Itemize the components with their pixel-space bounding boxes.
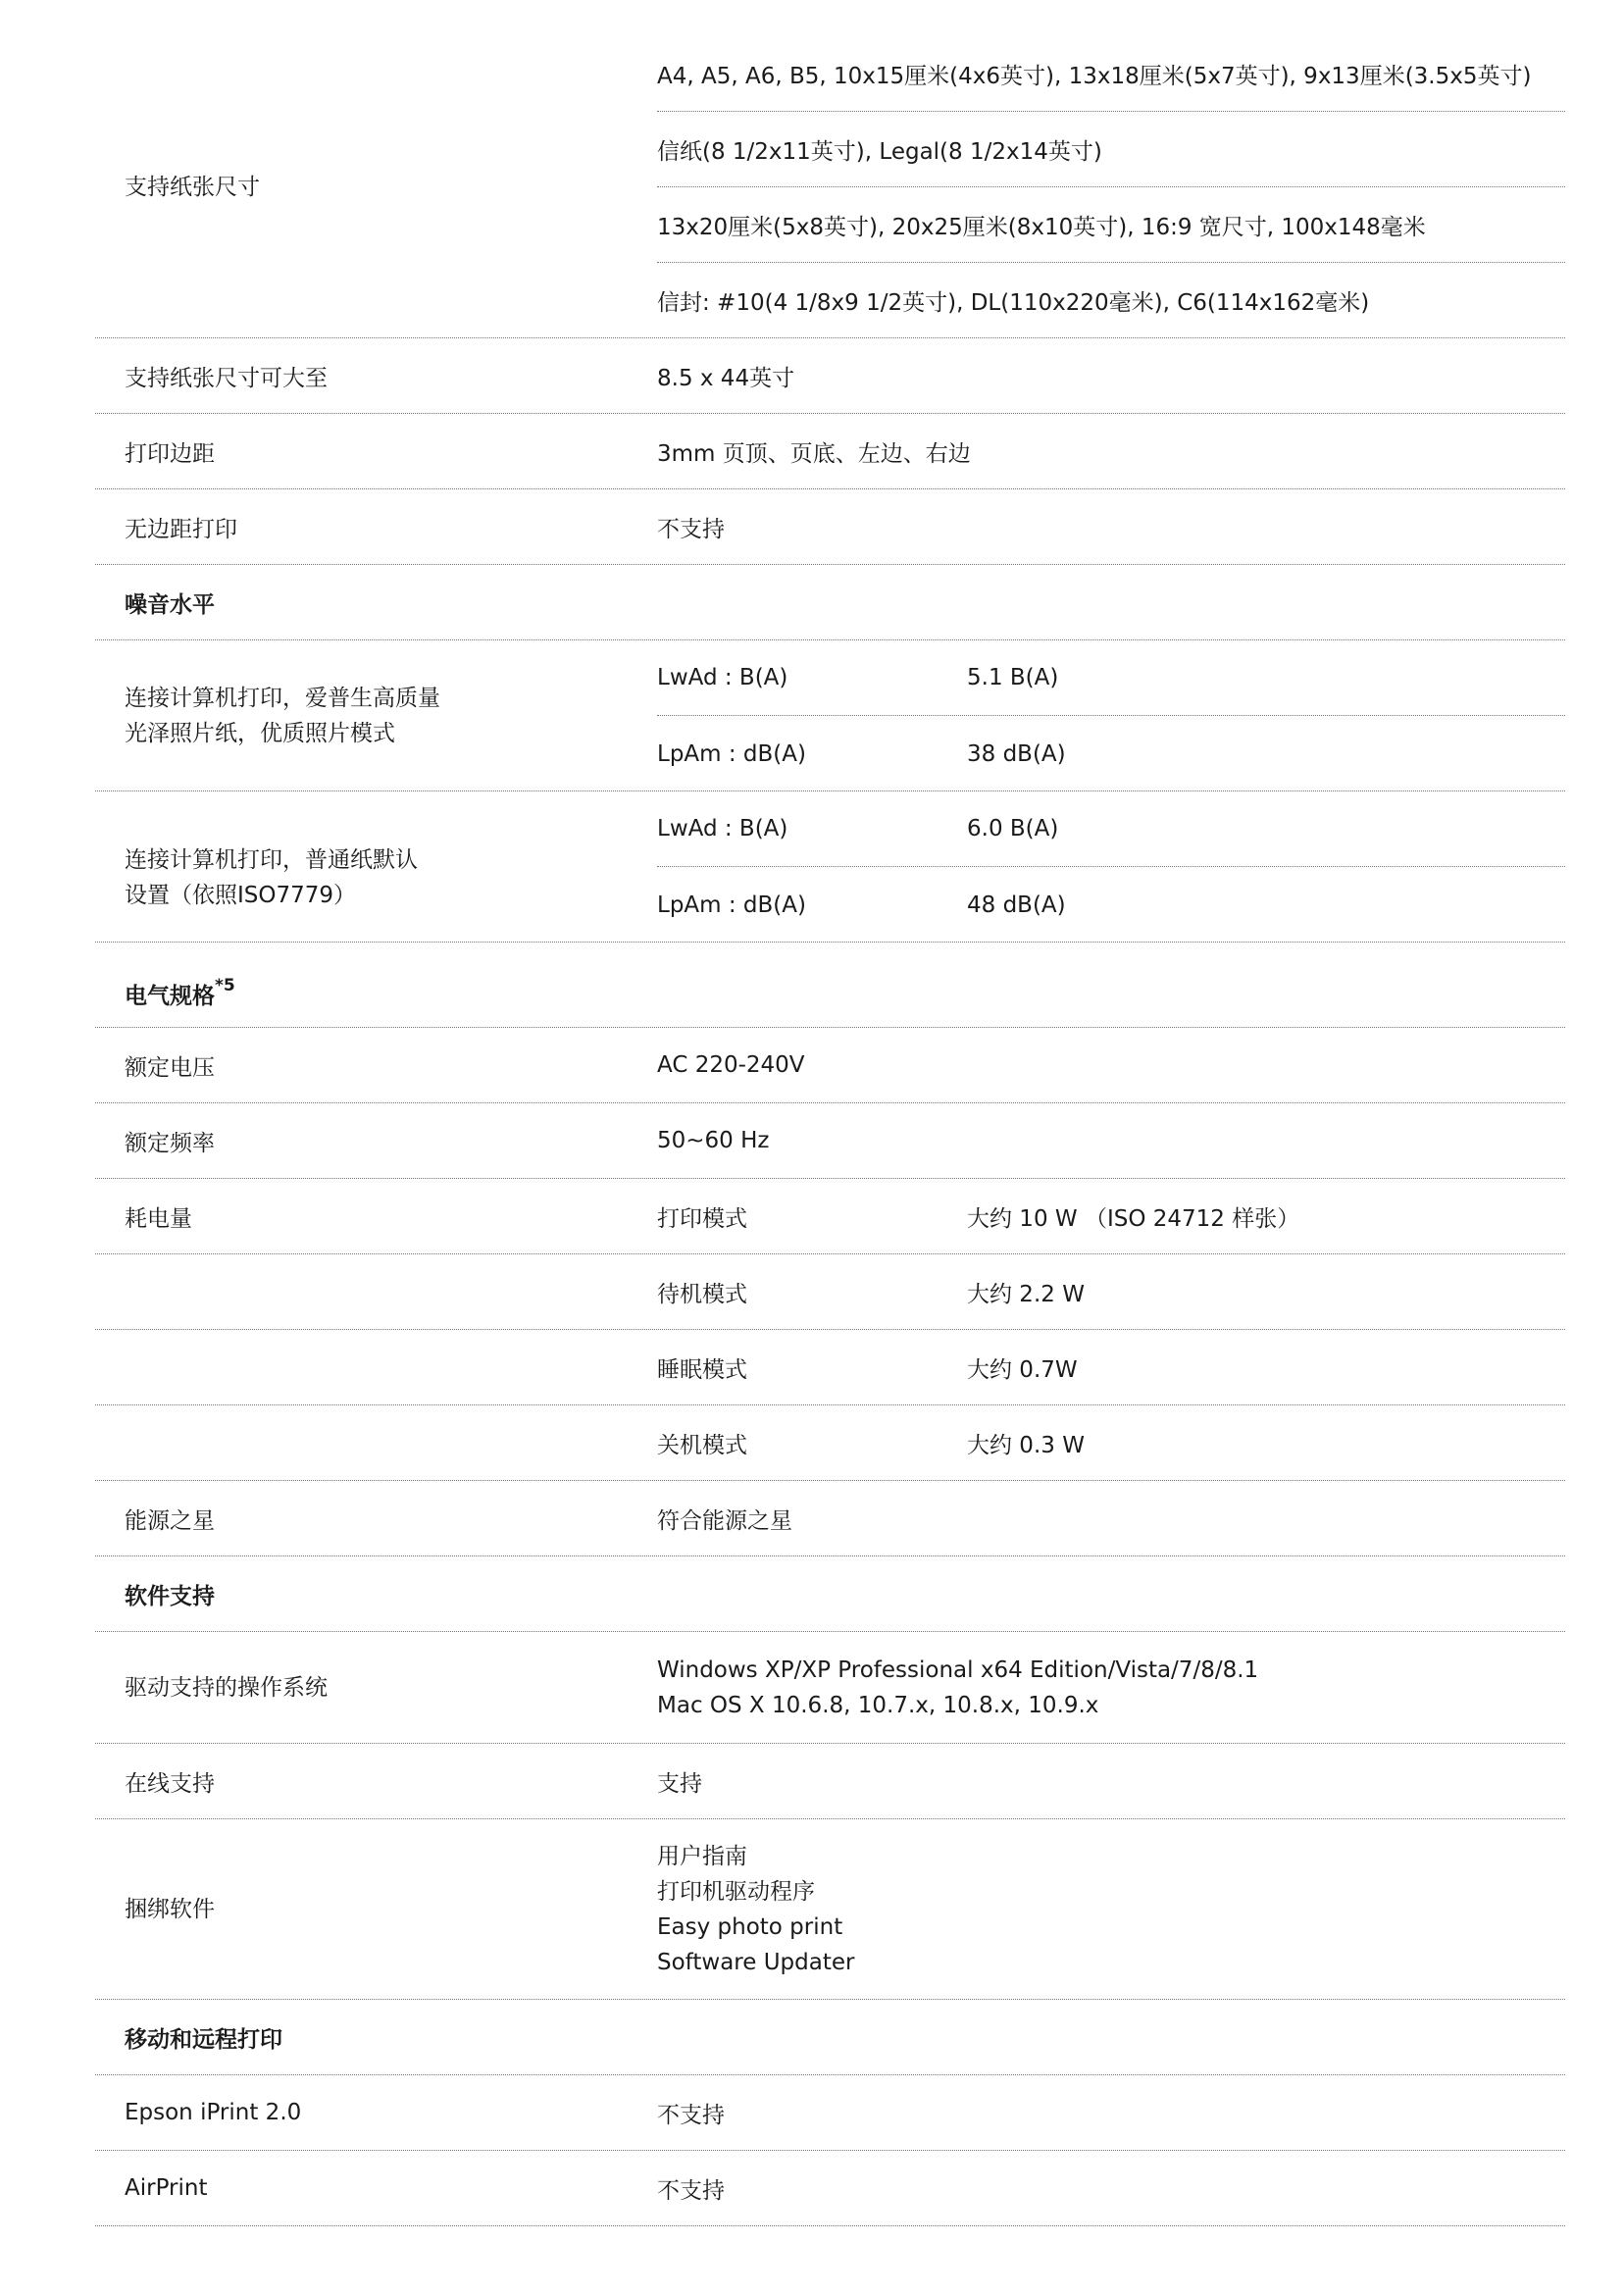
label-iprint: Epson iPrint 2.0 [125,2100,302,2125]
power-value: 大约 2.2 W [967,1281,1085,1307]
noise-key: LpAm : dB(A) [657,892,806,918]
heading-software: 软件支持 [125,1583,215,1609]
section-heading-mobile [95,2000,1565,2075]
power-mode: 睡眠模式 [657,1356,747,1383]
section-heading-software [95,1556,1565,1632]
paper-size-item: 信封: #10(4 1/8x9 1/2英寸), DL(110x220毫米), C6(114x162毫米) [657,290,1370,316]
power-mode: 关机模式 [657,1432,747,1458]
power-mode: 打印模式 [657,1205,747,1232]
noise-photo-values [657,640,1565,791]
noise-row [657,640,1565,716]
label-margin: 打印边距 [125,440,215,467]
os-item: Windows XP/XP Professional x64 Edition/Vista/7/8/8.1 [657,1657,1259,1683]
spec-table [95,36,1565,2226]
noise-value: 6.0 B(A) [967,816,1059,841]
value-voltage: AC 220-240V [657,1052,805,1078]
os-item: Mac OS X 10.6.8, 10.7.x, 10.8.x, 10.9.x [657,1692,1099,1718]
label-frequency: 额定频率 [125,1130,215,1156]
noise-value: 38 dB(A) [967,740,1066,767]
power-row [657,1200,1299,1233]
heading-noise: 噪音水平 [125,591,215,618]
value-iprint: 不支持 [657,2102,725,2128]
row-bundled [95,1819,1565,2000]
value-frequency: 50~60 Hz [657,1128,770,1153]
row-power-standby [95,1254,1565,1330]
value-max-paper: 8.5 x 44英寸 [657,365,795,391]
heading-mobile: 移动和远程打印 [125,2026,282,2053]
bundled-item: Easy photo print [657,1913,843,1940]
value-energy-star: 符合能源之星 [657,1507,792,1534]
power-value: 大约 0.7W [967,1356,1078,1383]
paper-size-item: 13x20厘米(5x8英寸), 20x25厘米(8x10英寸), 16:9 宽尺寸, 100x148毫米 [657,187,1565,263]
bundled-item: Software Updater [657,1949,855,1975]
bundled-item: 打印机驱动程序 [657,1878,815,1905]
label-paper-sizes: 支持纸张尺寸 [125,174,260,200]
value-airprint: 不支持 [657,2177,725,2204]
value-os [657,1633,1258,1743]
label-noise-plain [125,791,693,942]
paper-size-list [657,36,1565,338]
label-online: 在线支持 [125,1770,215,1797]
noise-row [657,716,1565,791]
section-heading-electrical [95,943,1565,1028]
row-airprint [95,2151,1565,2226]
label-noise-plain-line2: 设置（依照ISO7779） [125,882,357,908]
label-bundled: 捆绑软件 [125,1896,215,1922]
label-noise-plain-line1: 连接计算机打印，普通纸默认 [125,846,418,873]
label-os: 驱动支持的操作系统 [125,1674,328,1701]
row-noise-plain [95,791,1565,943]
row-max-paper [95,338,1565,414]
row-power-sleep [95,1330,1565,1405]
row-voltage [95,1028,1565,1103]
row-power-off [95,1405,1565,1481]
label-energy-star: 能源之星 [125,1507,215,1534]
power-row [657,1427,1085,1459]
footnote-marker: *5 [215,976,235,996]
power-value: 大约 10 W （ISO 24712 样张） [967,1205,1300,1232]
value-borderless: 不支持 [657,516,725,542]
noise-key: LpAm : dB(A) [657,740,806,767]
row-energy-star [95,1481,1565,1556]
power-value: 大约 0.3 W [967,1432,1085,1458]
noise-plain-values [657,791,1565,943]
row-frequency [95,1103,1565,1179]
row-borderless [95,489,1565,565]
label-noise-photo [125,640,693,790]
label-noise-photo-line2: 光泽照片纸，优质照片模式 [125,720,395,746]
noise-row [657,867,1565,943]
section-heading-noise [95,565,1565,640]
row-os [95,1632,1565,1744]
label-airprint: AirPrint [125,2175,208,2201]
row-paper-sizes [95,36,1565,338]
row-margin [95,414,1565,489]
power-mode: 待机模式 [657,1281,747,1307]
row-noise-photo [95,640,1565,791]
noise-key: LwAd : B(A) [657,665,788,690]
noise-value: 48 dB(A) [967,892,1066,918]
label-max-paper: 支持纸张尺寸可大至 [125,365,328,391]
power-row [657,1351,1078,1384]
noise-key: LwAd : B(A) [657,816,788,841]
value-margin: 3mm 页顶、页底、左边、右边 [657,440,971,467]
label-borderless: 无边距打印 [125,516,237,542]
row-iprint [95,2075,1565,2151]
power-row [657,1276,1085,1308]
row-online [95,1744,1565,1819]
noise-row [657,791,1565,867]
label-noise-photo-line1: 连接计算机打印，爱普生高质量 [125,685,440,711]
heading-electrical-wrap [125,978,235,1010]
label-power: 耗电量 [125,1205,192,1232]
bundled-item: 用户指南 [657,1843,747,1869]
paper-size-item: 信纸(8 1/2x11英寸), Legal(8 1/2x14英寸) [657,112,1565,187]
label-voltage: 额定电压 [125,1054,215,1081]
value-online: 支持 [657,1770,702,1797]
heading-electrical: 电气规格 [125,984,215,1009]
row-power-print [95,1179,1565,1254]
paper-size-item: A4, A5, A6, B5, 10x15厘米(4x6英寸), 13x18厘米(5x7英寸), 9x13厘米(3.5x5英寸) [657,36,1565,112]
noise-value: 5.1 B(A) [967,665,1059,690]
